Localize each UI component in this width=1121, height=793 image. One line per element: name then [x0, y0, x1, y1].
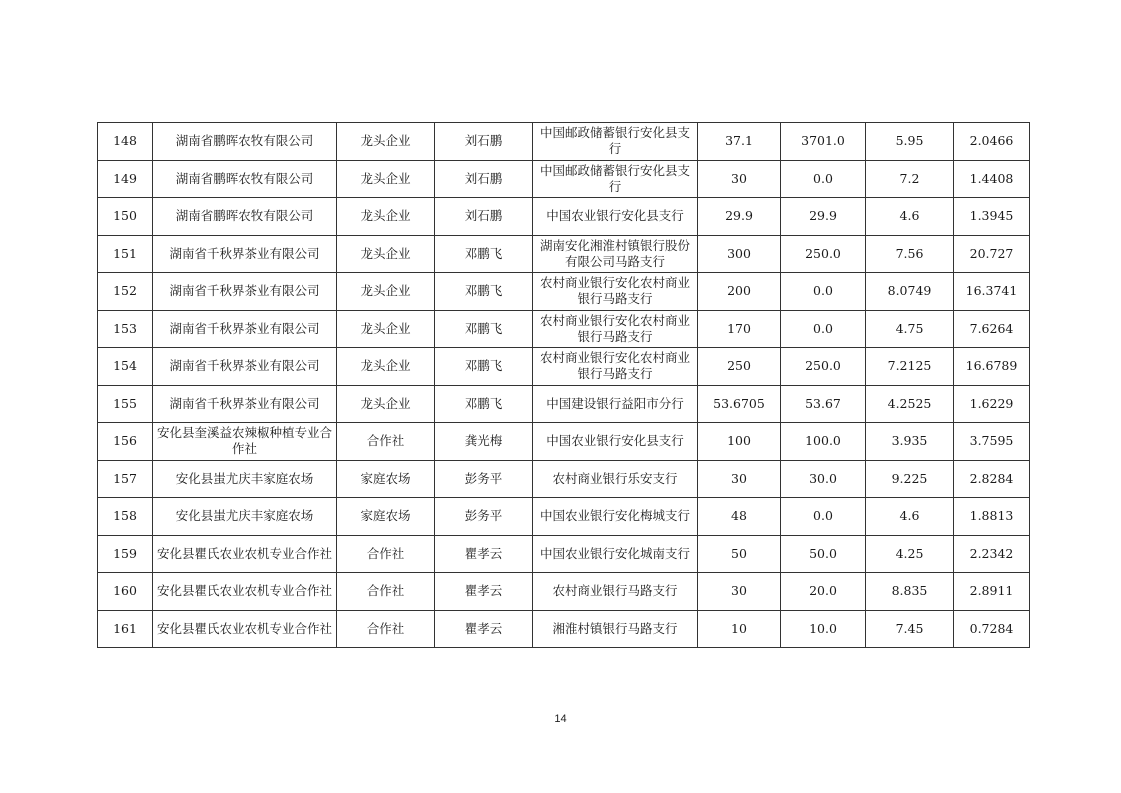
- row-number-cell: 149: [98, 160, 153, 198]
- row-number-cell: 160: [98, 573, 153, 611]
- value-4-cell: 7.6264: [954, 310, 1030, 348]
- value-2-cell: 0.0: [781, 310, 866, 348]
- bank-name-cell: 农村商业银行安化农村商业银行马路支行: [533, 310, 698, 348]
- contact-person-cell: 邓鹏飞: [435, 235, 533, 273]
- table-row: [98, 535, 1030, 573]
- value-1-cell: 100: [698, 423, 781, 461]
- company-name-cell: 安化县奎溪益农辣椒种植专业合作社: [153, 423, 337, 461]
- company-name-cell: 安化县瞿氏农业农机专业合作社: [153, 573, 337, 611]
- bank-name-cell: 中国邮政储蓄银行安化县支行: [533, 123, 698, 161]
- table-row: [98, 610, 1030, 648]
- value-1-cell: 300: [698, 235, 781, 273]
- row-number-cell: 159: [98, 535, 153, 573]
- value-4-cell: 16.3741: [954, 273, 1030, 311]
- entity-type-cell: 合作社: [337, 573, 435, 611]
- value-3-cell: 4.6: [866, 498, 954, 536]
- bank-name-cell: 农村商业银行乐安支行: [533, 460, 698, 498]
- value-3-cell: 7.56: [866, 235, 954, 273]
- table-row: [98, 573, 1030, 611]
- bank-name-cell: 湘淮村镇银行马路支行: [533, 610, 698, 648]
- value-3-cell: 4.2525: [866, 385, 954, 423]
- loan-table: [97, 122, 1030, 648]
- value-2-cell: 100.0: [781, 423, 866, 461]
- company-name-cell: 安化县瞿氏农业农机专业合作社: [153, 610, 337, 648]
- value-2-cell: 0.0: [781, 498, 866, 536]
- table-row: [98, 385, 1030, 423]
- table-row: [98, 460, 1030, 498]
- contact-person-cell: 刘石鹏: [435, 198, 533, 236]
- row-number-cell: 156: [98, 423, 153, 461]
- bank-name-cell: 中国农业银行安化梅城支行: [533, 498, 698, 536]
- value-1-cell: 37.1: [698, 123, 781, 161]
- contact-person-cell: 刘石鹏: [435, 160, 533, 198]
- value-2-cell: 0.0: [781, 273, 866, 311]
- table-row: [98, 310, 1030, 348]
- value-2-cell: 53.67: [781, 385, 866, 423]
- bank-name-cell: 湖南安化湘淮村镇银行股份有限公司马路支行: [533, 235, 698, 273]
- contact-person-cell: 彭务平: [435, 460, 533, 498]
- company-name-cell: 安化县蚩尤庆丰家庭农场: [153, 460, 337, 498]
- bank-name-cell: 中国农业银行安化县支行: [533, 198, 698, 236]
- table-row: [98, 160, 1030, 198]
- value-3-cell: 7.2: [866, 160, 954, 198]
- value-3-cell: 4.75: [866, 310, 954, 348]
- company-name-cell: 湖南省千秋界茶业有限公司: [153, 235, 337, 273]
- table-row: [98, 498, 1030, 536]
- bank-name-cell: 中国农业银行安化城南支行: [533, 535, 698, 573]
- value-3-cell: 4.6: [866, 198, 954, 236]
- table-row: [98, 423, 1030, 461]
- value-1-cell: 53.6705: [698, 385, 781, 423]
- page-number: 14: [554, 713, 567, 725]
- row-number-cell: 155: [98, 385, 153, 423]
- value-3-cell: 9.225: [866, 460, 954, 498]
- value-4-cell: 2.2342: [954, 535, 1030, 573]
- bank-name-cell: 中国邮政储蓄银行安化县支行: [533, 160, 698, 198]
- entity-type-cell: 合作社: [337, 423, 435, 461]
- entity-type-cell: 家庭农场: [337, 498, 435, 536]
- row-number-cell: 153: [98, 310, 153, 348]
- value-4-cell: 3.7595: [954, 423, 1030, 461]
- value-2-cell: 0.0: [781, 160, 866, 198]
- value-1-cell: 200: [698, 273, 781, 311]
- entity-type-cell: 家庭农场: [337, 460, 435, 498]
- value-2-cell: 250.0: [781, 348, 866, 386]
- table-row: [98, 235, 1030, 273]
- bank-name-cell: 中国建设银行益阳市分行: [533, 385, 698, 423]
- row-number-cell: 158: [98, 498, 153, 536]
- company-name-cell: 安化县蚩尤庆丰家庭农场: [153, 498, 337, 536]
- contact-person-cell: 瞿孝云: [435, 573, 533, 611]
- entity-type-cell: 龙头企业: [337, 385, 435, 423]
- table-body: [98, 123, 1030, 648]
- value-2-cell: 50.0: [781, 535, 866, 573]
- value-1-cell: 30: [698, 460, 781, 498]
- contact-person-cell: 龚光梅: [435, 423, 533, 461]
- value-1-cell: 10: [698, 610, 781, 648]
- company-name-cell: 湖南省千秋界茶业有限公司: [153, 385, 337, 423]
- value-3-cell: 5.95: [866, 123, 954, 161]
- contact-person-cell: 瞿孝云: [435, 535, 533, 573]
- value-2-cell: 29.9: [781, 198, 866, 236]
- entity-type-cell: 龙头企业: [337, 198, 435, 236]
- value-2-cell: 20.0: [781, 573, 866, 611]
- contact-person-cell: 邓鹏飞: [435, 385, 533, 423]
- value-4-cell: 16.6789: [954, 348, 1030, 386]
- contact-person-cell: 邓鹏飞: [435, 348, 533, 386]
- company-name-cell: 湖南省千秋界茶业有限公司: [153, 273, 337, 311]
- table-row: [98, 348, 1030, 386]
- value-1-cell: 48: [698, 498, 781, 536]
- company-name-cell: 湖南省鹏晖农牧有限公司: [153, 160, 337, 198]
- value-4-cell: 1.4408: [954, 160, 1030, 198]
- entity-type-cell: 合作社: [337, 610, 435, 648]
- value-3-cell: 4.25: [866, 535, 954, 573]
- contact-person-cell: 彭务平: [435, 498, 533, 536]
- value-1-cell: 250: [698, 348, 781, 386]
- contact-person-cell: 瞿孝云: [435, 610, 533, 648]
- value-4-cell: 1.3945: [954, 198, 1030, 236]
- value-4-cell: 2.8284: [954, 460, 1030, 498]
- entity-type-cell: 龙头企业: [337, 235, 435, 273]
- table-row: [98, 198, 1030, 236]
- value-1-cell: 170: [698, 310, 781, 348]
- value-4-cell: 0.7284: [954, 610, 1030, 648]
- contact-person-cell: 邓鹏飞: [435, 310, 533, 348]
- value-4-cell: 2.0466: [954, 123, 1030, 161]
- value-4-cell: 1.6229: [954, 385, 1030, 423]
- bank-name-cell: 农村商业银行马路支行: [533, 573, 698, 611]
- company-name-cell: 湖南省鹏晖农牧有限公司: [153, 198, 337, 236]
- row-number-cell: 161: [98, 610, 153, 648]
- value-1-cell: 30: [698, 573, 781, 611]
- value-3-cell: 7.45: [866, 610, 954, 648]
- value-4-cell: 2.8911: [954, 573, 1030, 611]
- value-2-cell: 30.0: [781, 460, 866, 498]
- row-number-cell: 148: [98, 123, 153, 161]
- value-1-cell: 30: [698, 160, 781, 198]
- entity-type-cell: 合作社: [337, 535, 435, 573]
- company-name-cell: 安化县瞿氏农业农机专业合作社: [153, 535, 337, 573]
- bank-name-cell: 中国农业银行安化县支行: [533, 423, 698, 461]
- value-2-cell: 250.0: [781, 235, 866, 273]
- row-number-cell: 151: [98, 235, 153, 273]
- company-name-cell: 湖南省鹏晖农牧有限公司: [153, 123, 337, 161]
- table-row: [98, 123, 1030, 161]
- entity-type-cell: 龙头企业: [337, 348, 435, 386]
- entity-type-cell: 龙头企业: [337, 123, 435, 161]
- row-number-cell: 152: [98, 273, 153, 311]
- value-1-cell: 50: [698, 535, 781, 573]
- bank-name-cell: 农村商业银行安化农村商业银行马路支行: [533, 273, 698, 311]
- value-2-cell: 10.0: [781, 610, 866, 648]
- value-4-cell: 1.8813: [954, 498, 1030, 536]
- value-3-cell: 3.935: [866, 423, 954, 461]
- entity-type-cell: 龙头企业: [337, 160, 435, 198]
- contact-person-cell: 邓鹏飞: [435, 273, 533, 311]
- bank-name-cell: 农村商业银行安化农村商业银行马路支行: [533, 348, 698, 386]
- row-number-cell: 150: [98, 198, 153, 236]
- value-3-cell: 8.0749: [866, 273, 954, 311]
- value-1-cell: 29.9: [698, 198, 781, 236]
- table-row: [98, 273, 1030, 311]
- value-3-cell: 7.2125: [866, 348, 954, 386]
- row-number-cell: 154: [98, 348, 153, 386]
- value-3-cell: 8.835: [866, 573, 954, 611]
- company-name-cell: 湖南省千秋界茶业有限公司: [153, 310, 337, 348]
- entity-type-cell: 龙头企业: [337, 310, 435, 348]
- contact-person-cell: 刘石鹏: [435, 123, 533, 161]
- entity-type-cell: 龙头企业: [337, 273, 435, 311]
- company-name-cell: 湖南省千秋界茶业有限公司: [153, 348, 337, 386]
- value-2-cell: 3701.0: [781, 123, 866, 161]
- value-4-cell: 20.727: [954, 235, 1030, 273]
- row-number-cell: 157: [98, 460, 153, 498]
